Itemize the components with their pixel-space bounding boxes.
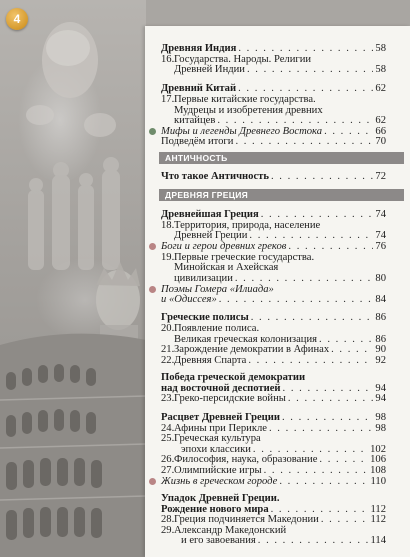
toc-entry xyxy=(161,115,386,126)
toc-entry xyxy=(161,94,386,105)
toc-entry-title: Государства. Народы. Религии xyxy=(174,54,312,65)
toc-entry-title: цивилизации xyxy=(174,273,233,284)
toc-page-number: 102 xyxy=(370,444,386,455)
toc-page-number: 112 xyxy=(370,514,386,525)
toc-entry-title: эпохи классики xyxy=(181,444,251,455)
toc-entry-title: Греко-персидские войны xyxy=(174,393,286,404)
toc-entry-title: и его завоевания xyxy=(181,535,256,546)
section-header: АНТИЧНОСТЬ xyxy=(159,152,404,164)
antiquity-illustration xyxy=(0,0,146,557)
toc-entry-title: Греческие полисы xyxy=(161,312,249,323)
toc-page-number: 114 xyxy=(370,535,386,546)
myth-bullet-icon xyxy=(149,478,156,485)
toc-entry-number: 25. xyxy=(161,433,175,444)
toc-entry-title: Поэмы Гомера «Илиада» xyxy=(161,284,274,295)
toc-entry xyxy=(161,209,386,220)
toc-page-number: 72 xyxy=(375,171,386,182)
toc-page-number: 110 xyxy=(370,476,386,487)
toc-entry-number: 29. xyxy=(161,525,175,536)
toc-entry-number: 16. xyxy=(161,54,175,65)
toc-entry xyxy=(161,355,386,366)
toc-entry xyxy=(161,514,386,525)
page-number-badge: 4 xyxy=(6,8,28,30)
toc-page-number: 66 xyxy=(375,126,386,137)
toc-entry xyxy=(161,273,386,284)
toc-page-number: 58 xyxy=(375,64,386,75)
contents-panel xyxy=(145,26,410,557)
toc-entry xyxy=(161,535,386,546)
toc-page-number: 98 xyxy=(375,412,386,423)
toc-page-number: 94 xyxy=(375,393,386,404)
toc-entry-title: Древнейшая Греция xyxy=(161,209,259,220)
toc-entry xyxy=(161,454,386,465)
toc-page-number: 70 xyxy=(375,136,386,147)
toc-entry-title: Победа греческой демократии xyxy=(161,372,306,383)
toc-entry xyxy=(161,171,386,182)
toc-entry-title: Древней Индии xyxy=(174,64,245,75)
toc-page-number: 94 xyxy=(375,383,386,394)
toc-entry xyxy=(161,412,386,423)
toc-entry xyxy=(161,493,386,504)
toc-entry xyxy=(161,83,386,94)
toc-page-number: 74 xyxy=(375,209,386,220)
toc-page-number: 84 xyxy=(375,294,386,305)
toc-entry-title: Александр Македонский xyxy=(174,525,287,536)
toc-page-number: 86 xyxy=(375,334,386,345)
toc-page-number: 58 xyxy=(375,43,386,54)
toc-entry-title: Жизнь в греческом городе xyxy=(161,476,278,487)
decorative-collage xyxy=(0,0,146,557)
toc-entry xyxy=(161,294,386,305)
toc-page-number: 62 xyxy=(375,115,386,126)
toc-page-number: 98 xyxy=(375,423,386,434)
toc-entry-number: 24. xyxy=(161,423,175,434)
toc-entry-title: Греческая культура xyxy=(174,433,261,444)
toc-page-number: 74 xyxy=(375,230,386,241)
toc-entry-title: Греция подчиняется Македонии xyxy=(174,514,319,525)
toc-entry xyxy=(161,136,386,147)
toc-entry-title: Древняя Спарта xyxy=(174,355,247,366)
toc-page-number: 108 xyxy=(370,465,386,476)
toc-entry-title: Подведём итоги xyxy=(161,136,234,147)
toc-entry-number: 26. xyxy=(161,454,175,465)
toc-entry-title: Олимпийские игры xyxy=(174,465,262,476)
toc-entry-title: Расцвет Древней Греции xyxy=(161,412,280,423)
toc-entry-title: Боги и герои древних греков xyxy=(161,241,287,252)
toc-page-number: 106 xyxy=(370,454,386,465)
toc-entry-title: Афины при Перикле xyxy=(174,423,267,434)
toc-entry xyxy=(161,344,386,355)
toc-entry-title: Древней Греции xyxy=(174,230,248,241)
toc-entry-title: Первые греческие государства. xyxy=(174,252,315,263)
section-header: ДРЕВНЯЯ ГРЕЦИЯ xyxy=(159,189,404,201)
toc-entry xyxy=(161,241,386,252)
toc-entry-number: 20. xyxy=(161,323,175,334)
toc-entry-title: Философия, наука, образование xyxy=(174,454,318,465)
myth-bullet-icon xyxy=(149,243,156,250)
toc-entry xyxy=(161,43,386,54)
toc-entry-number: 28. xyxy=(161,514,175,525)
myth-bullet-icon xyxy=(149,128,156,135)
toc-entry xyxy=(161,323,386,334)
toc-entry-title: Первые китайские государства. xyxy=(174,94,316,105)
toc-entry-title: и «Одиссея» xyxy=(161,294,217,305)
toc-entry-title: Рождение нового мира xyxy=(161,504,269,515)
toc-entry-number: 18. xyxy=(161,220,175,231)
toc-page-number: 112 xyxy=(370,504,386,515)
toc-page-number: 92 xyxy=(375,355,386,366)
toc-entry xyxy=(161,465,386,476)
toc-entry-title: Мудрецы и изобретения древних xyxy=(174,105,323,116)
toc-entry-title: Упадок Древней Греции. xyxy=(161,493,280,504)
toc-entry-title: Минойская и Ахейская xyxy=(174,262,279,273)
toc-entry-title: Что такое Античность xyxy=(161,171,269,182)
toc-page-number: 76 xyxy=(375,241,386,252)
toc-entry-title: Зарождение демократии в Афинах xyxy=(174,344,330,355)
toc-entry-number: 21. xyxy=(161,344,175,355)
toc-entry xyxy=(161,262,386,273)
toc-entry-title: Великая греческая колонизация xyxy=(174,334,318,345)
toc-entry-number: 27. xyxy=(161,465,175,476)
toc-entry-title: Древний Китай xyxy=(161,83,237,94)
toc-entry xyxy=(161,64,386,75)
toc-entry-number: 22. xyxy=(161,355,175,366)
toc-entry-title: Мифы и легенды Древнего Востока xyxy=(161,126,323,137)
toc-entry-title: над восточной деспотией xyxy=(161,383,281,394)
toc-entry xyxy=(161,393,386,404)
toc-page-number: 80 xyxy=(375,273,386,284)
toc-entry xyxy=(161,433,386,444)
toc-entry-title: Появление полиса. xyxy=(174,323,260,334)
toc-entry-number: 19. xyxy=(161,252,175,263)
toc-entry xyxy=(161,476,386,487)
toc-entry-number: 17. xyxy=(161,94,175,105)
toc-page-number: 86 xyxy=(375,312,386,323)
toc-entry-title: китайцев xyxy=(174,115,216,126)
toc-entry-number: 23. xyxy=(161,393,175,404)
toc-entry xyxy=(161,312,386,323)
myth-bullet-icon xyxy=(149,286,156,293)
toc-page-number: 90 xyxy=(375,344,386,355)
toc-entry xyxy=(161,372,386,383)
toc-entry xyxy=(161,230,386,241)
toc-entry-title: Территория, природа, население xyxy=(174,220,321,231)
toc-entry-title: Древняя Индия xyxy=(161,43,237,54)
toc-page-number: 62 xyxy=(375,83,386,94)
